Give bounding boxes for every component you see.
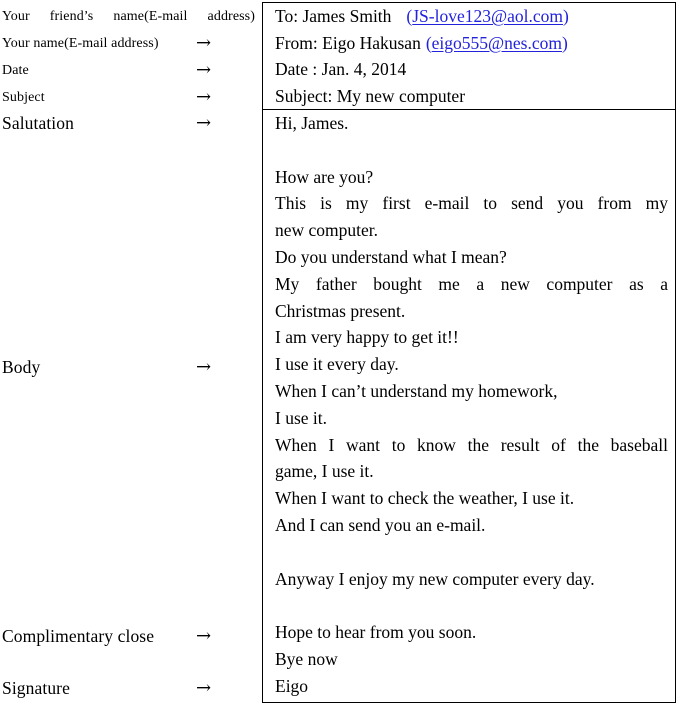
email-body-line: I am very happy to get it!! <box>275 327 459 348</box>
arrow-right-icon: → <box>196 356 212 378</box>
left-label-salutation <box>2 110 260 137</box>
email-body-line: Christmas present. <box>275 300 406 321</box>
email-body-line: My father bought me a new computer as a <box>275 273 668 294</box>
email-body-blank-line <box>275 539 668 566</box>
arrow-right-icon: → <box>196 32 212 54</box>
left-label-signature <box>2 675 260 702</box>
email-header-row <box>275 83 668 110</box>
left-label-text: Your name(E-mail address) <box>2 35 159 51</box>
email-body-line: new computer. <box>275 220 379 241</box>
email-body-line: Anyway I enjoy my new computer every day. <box>275 568 595 589</box>
header-field-text: From: Eigo Hakusan <box>275 32 421 53</box>
email-body-line: Do you understand what I mean? <box>275 246 507 267</box>
header-field-text: To: James Smith <box>275 6 392 26</box>
left-label-text: Signature <box>2 678 70 698</box>
left-label-subject <box>2 84 260 111</box>
email-body-line: Bye now <box>275 648 338 669</box>
email-example-box <box>262 2 676 703</box>
email-address-wrap <box>426 33 568 53</box>
email-header-row <box>275 56 668 83</box>
email-body-line: This is my first e-mail to send you from my <box>275 193 668 214</box>
left-column <box>2 0 262 710</box>
email-header-row <box>275 30 668 57</box>
paren-open: ( <box>425 32 432 53</box>
email-header-row <box>275 3 668 30</box>
email-address-link[interactable]: eigo555@nes.com <box>431 32 562 53</box>
email-body-line: Eigo <box>275 675 309 696</box>
email-body <box>263 110 675 700</box>
email-body-blank-line <box>275 137 668 164</box>
arrow-right-icon: → <box>196 112 212 134</box>
email-body-line: I use it every day. <box>275 354 399 375</box>
left-label-text: Date <box>2 62 29 78</box>
left-label-your-friend-s-name-e-mail-address <box>2 3 260 30</box>
left-label-text: Body <box>2 357 41 377</box>
email-body-line: And I can send you an e-mail. <box>275 514 486 535</box>
left-label-text: Your friend’s name(E-mail address) <box>2 8 255 24</box>
email-address-link[interactable]: JS-love123@aol.com <box>412 6 563 26</box>
email-body-line: game, I use it. <box>275 461 374 482</box>
arrow-right-icon: → <box>196 86 212 108</box>
email-body-line: Hi, James. <box>275 113 349 133</box>
header-field-text: Date : Jan. 4, 2014 <box>275 59 407 79</box>
arrow-right-icon: → <box>196 677 212 699</box>
left-label-body <box>2 354 260 381</box>
email-body-line: Hope to hear from you soon. <box>275 622 477 643</box>
email-body-line: When I want to know the result of the baseball <box>275 434 668 455</box>
left-label-your-name-e-mail-address <box>2 30 260 57</box>
left-label-complimentary-close <box>2 623 260 650</box>
paren-close: ) <box>563 6 569 26</box>
arrow-right-icon: → <box>196 625 212 647</box>
email-body-line: I use it. <box>275 407 328 428</box>
header-field-text: Subject: My new computer <box>275 85 466 106</box>
email-address-wrap <box>406 6 568 26</box>
left-label-text: Subject <box>2 89 45 105</box>
arrow-right-icon: → <box>196 59 212 81</box>
email-body-line: When I want to check the weather, I use it. <box>275 488 575 509</box>
left-label-text: Complimentary close <box>2 626 155 646</box>
email-body-line: When I can’t understand my homework, <box>275 380 558 401</box>
left-label-date <box>2 57 260 84</box>
paren-open: ( <box>406 6 413 26</box>
paren-close: ) <box>561 32 568 53</box>
email-header <box>263 3 675 110</box>
email-body-line: How are you? <box>275 166 374 187</box>
email-body-blank-line <box>275 592 668 619</box>
left-label-text: Salutation <box>2 113 74 133</box>
